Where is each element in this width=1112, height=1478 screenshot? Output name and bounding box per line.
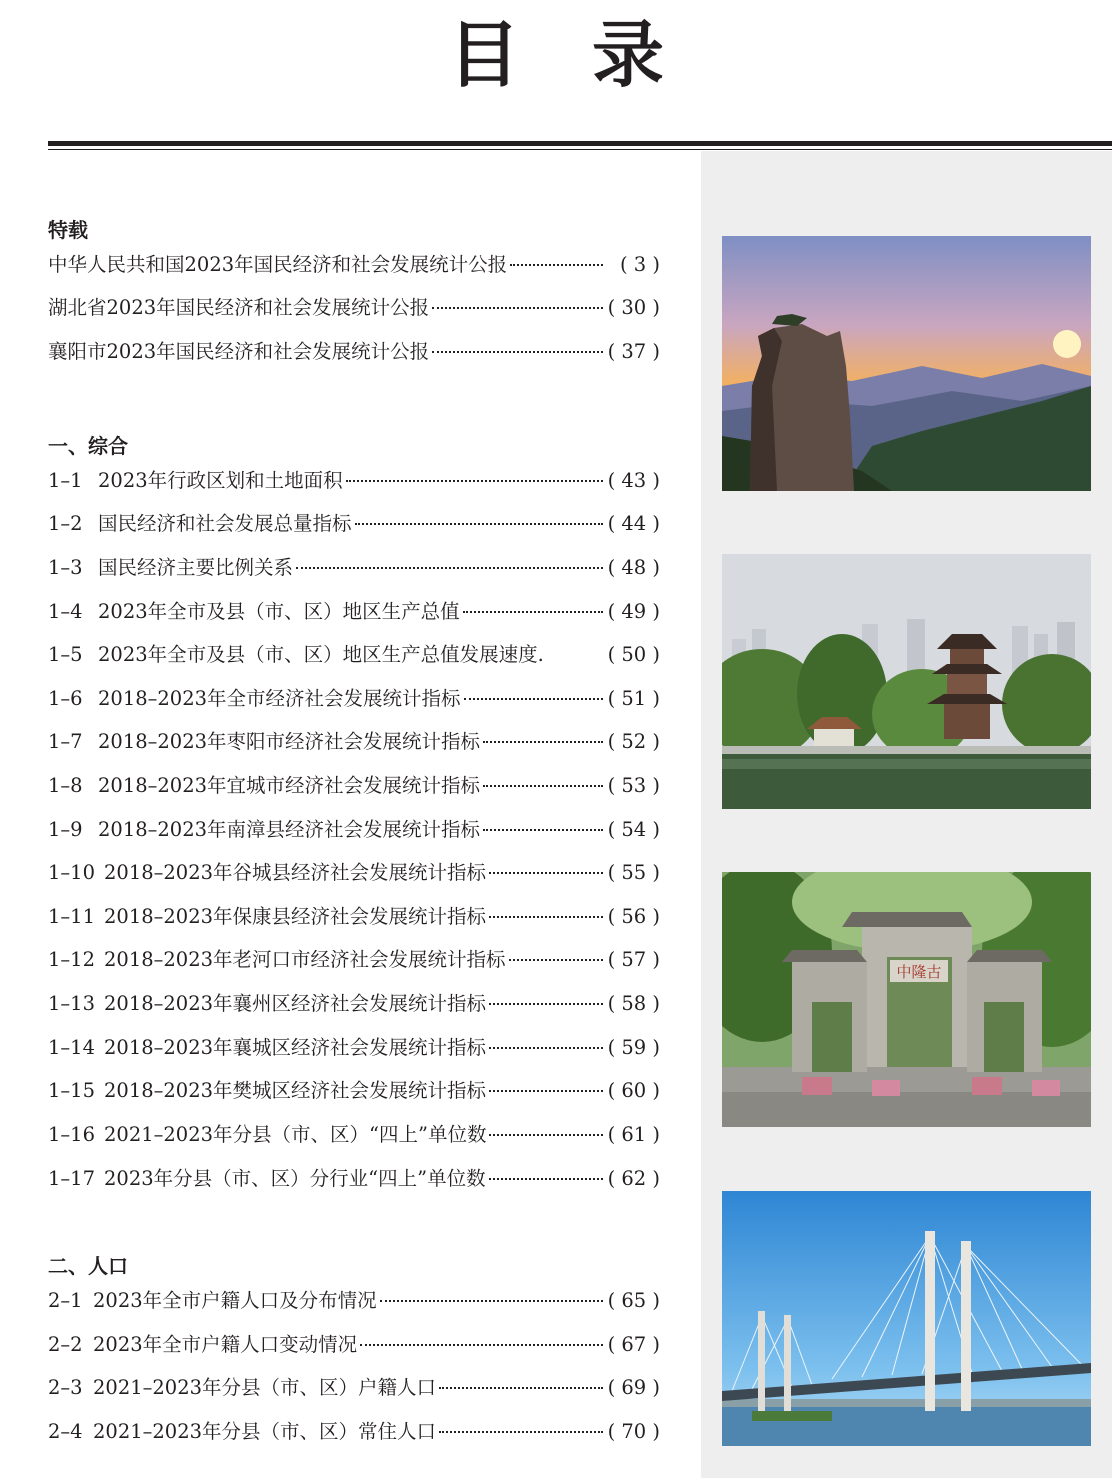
photo-memorial-arch xyxy=(722,872,1091,1127)
toc-entry-page: ( 49 ) xyxy=(607,600,660,623)
leader-dots xyxy=(380,1300,603,1302)
toc-entry[interactable] xyxy=(48,597,660,627)
toc-entry[interactable] xyxy=(48,1164,660,1194)
toc-entry-title: 襄阳市2023年国民经济和社会发展统计公报 xyxy=(48,340,430,363)
toc-entry-number: 1–9 xyxy=(48,818,83,841)
toc-entry[interactable] xyxy=(48,727,660,757)
leader-dots xyxy=(439,1431,603,1433)
toc-entry-page: ( 67 ) xyxy=(607,1333,660,1356)
toc-entry[interactable] xyxy=(48,858,660,888)
toc-entry-page: ( 51 ) xyxy=(607,687,660,710)
toc-entry-page: ( 43 ) xyxy=(607,469,660,492)
leader-dots xyxy=(463,611,603,613)
toc-entry-title: 2018–2023年谷城县经济社会发展统计指标 xyxy=(104,861,487,884)
toc-entry-page: ( 37 ) xyxy=(607,340,660,363)
toc-entry-number: 1–5 xyxy=(48,643,83,666)
toc-entry-title: 2023年全市及县（市、区）地区生产总值 xyxy=(98,600,460,623)
toc-entry[interactable] xyxy=(48,1417,660,1447)
toc-entry-number: 1–7 xyxy=(48,730,83,753)
toc-entry-page: ( 61 ) xyxy=(607,1123,660,1146)
toc-entry-title: 2018–2023年樊城区经济社会发展统计指标 xyxy=(104,1079,487,1102)
toc-entry-title: 2018–2023年襄城区经济社会发展统计指标 xyxy=(104,1036,487,1059)
toc-entry-page: ( 50 ) xyxy=(607,643,660,666)
toc-entry[interactable] xyxy=(48,466,660,496)
toc-entry-number: 2–2 xyxy=(48,1333,83,1356)
toc-entry-number: 1–14 xyxy=(48,1036,95,1059)
toc-entry-title: 2023年全市及县（市、区）地区生产总值发展速度. xyxy=(98,643,544,666)
toc-entry[interactable] xyxy=(48,509,660,539)
toc-entry-title: 2018–2023年老河口市经济社会发展统计指标 xyxy=(104,948,506,971)
section-heading-population: 二、人口 xyxy=(48,1254,128,1278)
toc-entry-page: ( 3 ) xyxy=(619,253,660,276)
toc-entry[interactable] xyxy=(48,640,660,670)
photo-cable-bridge xyxy=(722,1191,1091,1446)
toc-entry-title: 2018–2023年南漳县经济社会发展统计指标 xyxy=(98,818,481,841)
leader-dots xyxy=(483,829,603,831)
toc-entry-title: 2018–2023年襄州区经济社会发展统计指标 xyxy=(104,992,487,1015)
toc-entry[interactable] xyxy=(48,945,660,975)
toc-entry-page: ( 69 ) xyxy=(607,1376,660,1399)
toc-entry-number: 1–16 xyxy=(48,1123,95,1146)
toc-entry-page: ( 55 ) xyxy=(607,861,660,884)
leader-dots xyxy=(296,567,603,569)
toc-entry-title: 国民经济和社会发展总量指标 xyxy=(98,512,352,535)
leader-dots xyxy=(360,1344,603,1346)
toc-entry-page: ( 53 ) xyxy=(607,774,660,797)
title-rule-thin xyxy=(48,149,1112,150)
toc-entry-page: ( 60 ) xyxy=(607,1079,660,1102)
title-char-2: 录 xyxy=(592,13,665,97)
toc-entry[interactable] xyxy=(48,250,660,280)
toc-entry-number: 2–4 xyxy=(48,1420,83,1443)
toc-entry-title: 2021–2023年分县（市、区）常住人口 xyxy=(93,1420,437,1443)
toc-entry[interactable] xyxy=(48,1286,660,1316)
toc-entry-title: 2018–2023年全市经济社会发展统计指标 xyxy=(98,687,461,710)
toc-entry[interactable] xyxy=(48,989,660,1019)
toc-entry-number: 1–17 xyxy=(48,1167,95,1190)
leader-dots xyxy=(483,785,603,787)
toc-entry[interactable] xyxy=(48,1330,660,1360)
toc-entry-number: 1–13 xyxy=(48,992,95,1015)
leader-dots xyxy=(489,1090,603,1092)
page-title xyxy=(0,10,1112,100)
toc-entry[interactable] xyxy=(48,553,660,583)
title-rule-thick xyxy=(48,141,1112,146)
toc-entry-number: 1–10 xyxy=(48,861,95,884)
toc-entry-page: ( 70 ) xyxy=(607,1420,660,1443)
leader-dots xyxy=(432,351,603,353)
photo-mountain-sunset xyxy=(722,236,1091,491)
toc-entry-number: 1–6 xyxy=(48,687,83,710)
section-heading-general: 一、综合 xyxy=(48,434,128,458)
toc-entry-page: ( 30 ) xyxy=(607,296,660,319)
leader-dots xyxy=(483,741,603,743)
toc-entry-title: 2023年行政区划和土地面积 xyxy=(98,469,343,492)
toc-entry-page: ( 56 ) xyxy=(607,905,660,928)
toc-entry-title: 2023年全市户籍人口及分布情况 xyxy=(93,1289,377,1312)
leader-dots xyxy=(432,307,603,309)
toc-entry[interactable] xyxy=(48,902,660,932)
toc-entry-page: ( 54 ) xyxy=(607,818,660,841)
toc-entry[interactable] xyxy=(48,684,660,714)
toc-entry[interactable] xyxy=(48,1076,660,1106)
toc-entry-number: 1–3 xyxy=(48,556,83,579)
toc-entry[interactable] xyxy=(48,1033,660,1063)
leader-dots xyxy=(489,1003,603,1005)
section-heading-special: 特载 xyxy=(48,218,88,242)
leader-dots xyxy=(489,916,603,918)
toc-entry[interactable] xyxy=(48,1120,660,1150)
toc-entry-number: 1–11 xyxy=(48,905,95,928)
toc-entry-page: ( 52 ) xyxy=(607,730,660,753)
toc-entry-title: 2018–2023年保康县经济社会发展统计指标 xyxy=(104,905,487,928)
toc-entry-title: 2018–2023年宜城市经济社会发展统计指标 xyxy=(98,774,481,797)
toc-entry-title: 国民经济主要比例关系 xyxy=(98,556,294,579)
leader-dots xyxy=(346,480,603,482)
toc-entry-title: 2023年分县（市、区）分行业“四上”单位数 xyxy=(104,1167,486,1190)
toc-entry-title: 2021–2023年分县（市、区）“四上”单位数 xyxy=(104,1123,487,1146)
leader-dots xyxy=(489,1134,603,1136)
toc-entry-title: 2018–2023年枣阳市经济社会发展统计指标 xyxy=(98,730,481,753)
toc-entry-number: 1–1 xyxy=(48,469,83,492)
toc-entry-page: ( 48 ) xyxy=(607,556,660,579)
toc-entry-title: 中华人民共和国2023年国民经济和社会发展统计公报 xyxy=(48,253,508,276)
toc-entry-number: 1–8 xyxy=(48,774,83,797)
leader-dots xyxy=(355,523,603,525)
toc-entry-number: 1–2 xyxy=(48,512,83,535)
toc-entry-page: ( 57 ) xyxy=(607,948,660,971)
toc-entry-page: ( 65 ) xyxy=(607,1289,660,1312)
title-char-1: 目 xyxy=(447,13,520,97)
toc-entry[interactable] xyxy=(48,815,660,845)
toc-entry-page: ( 44 ) xyxy=(607,512,660,535)
toc-entry-title: 湖北省2023年国民经济和社会发展统计公报 xyxy=(48,296,430,319)
toc-entry[interactable] xyxy=(48,771,660,801)
toc-entry-number: 1–12 xyxy=(48,948,95,971)
leader-dots xyxy=(489,1178,603,1180)
leader-dots xyxy=(489,872,603,874)
toc-entry[interactable] xyxy=(48,1373,660,1403)
toc-entry-title: 2021–2023年分县（市、区）户籍人口 xyxy=(93,1376,437,1399)
leader-dots xyxy=(464,698,603,700)
toc-entry-page: ( 62 ) xyxy=(607,1167,660,1190)
leader-dots xyxy=(509,959,603,961)
leader-dots xyxy=(489,1047,603,1049)
toc-entry-title: 2023年全市户籍人口变动情况 xyxy=(93,1333,358,1356)
toc-entry-number: 2–3 xyxy=(48,1376,83,1399)
photo-lake-pavilion xyxy=(722,554,1091,809)
toc-entry-page: ( 58 ) xyxy=(607,992,660,1015)
leader-dots xyxy=(439,1387,603,1389)
leader-dots xyxy=(510,264,603,266)
toc-entry-number: 1–4 xyxy=(48,600,83,623)
arch-sign-text: 中隆古 xyxy=(896,963,942,981)
toc-entry-page: ( 59 ) xyxy=(607,1036,660,1059)
toc-entry[interactable] xyxy=(48,293,660,323)
toc-entry-number: 1–15 xyxy=(48,1079,95,1102)
toc-entry[interactable] xyxy=(48,337,660,367)
toc-entry-number: 2–1 xyxy=(48,1289,83,1312)
